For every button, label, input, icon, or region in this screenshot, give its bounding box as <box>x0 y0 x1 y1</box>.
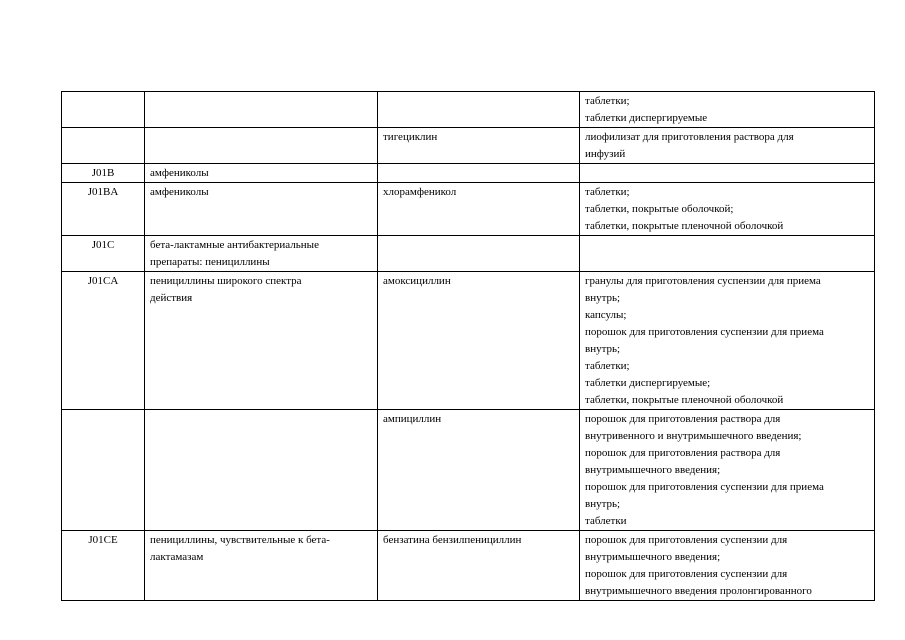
group-name-cell <box>145 410 378 531</box>
atc-code-cell: J01B <box>62 164 145 183</box>
cell-line: внутримышечного введения; <box>585 551 721 563</box>
cell-line: хлорамфеникол <box>383 186 457 198</box>
cell-line: внутрь; <box>585 343 621 355</box>
drug-name-cell <box>378 92 580 128</box>
cell-line: таблетки диспергируемые; <box>585 377 711 389</box>
drug-name-cell <box>378 410 580 531</box>
table-row <box>62 128 875 164</box>
cell-line: капсулы; <box>585 309 627 321</box>
cell-line: действия <box>150 292 193 304</box>
cell-line: ампициллин <box>383 413 442 425</box>
cell-line: таблетки <box>585 515 627 527</box>
cell-line: внутрь; <box>585 292 621 304</box>
cell-line: таблетки; <box>585 95 630 107</box>
cell-line: инфузий <box>585 148 626 160</box>
cell-line: таблетки; <box>585 360 630 372</box>
cell-line: тигециклин <box>383 131 438 143</box>
table-row <box>62 531 875 601</box>
cell-line: внутривенного и внутримышечного введения; <box>585 430 802 442</box>
atc-code-cell <box>62 410 145 531</box>
cell-line: гранулы для приготовления суспензии для приема <box>585 275 821 287</box>
group-name-cell <box>145 531 378 601</box>
dosage-forms-cell <box>580 92 875 128</box>
table-row <box>62 92 875 128</box>
cell-line: порошок для приготовления суспензии для <box>585 534 788 546</box>
dosage-forms-cell <box>580 164 875 183</box>
cell-line: амфениколы <box>150 186 209 198</box>
cell-line: таблетки, покрытые пленочной оболочкой <box>585 394 784 406</box>
cell-line: порошок для приготовления суспензии для приема <box>585 326 824 338</box>
atc-code-cell: J01C <box>62 236 145 272</box>
table-row <box>62 410 875 531</box>
dosage-forms-cell <box>580 128 875 164</box>
table-row <box>62 183 875 236</box>
drug-table <box>61 91 875 601</box>
dosage-forms-cell <box>580 183 875 236</box>
cell-line: лиофилизат для приготовления раствора для <box>585 131 794 143</box>
group-name-cell <box>145 92 378 128</box>
atc-code-cell <box>62 92 145 128</box>
cell-line: внутримышечного введения пролонгированного <box>585 585 812 597</box>
dosage-forms-cell <box>580 531 875 601</box>
cell-line: внутрь; <box>585 498 621 510</box>
table-row <box>62 272 875 410</box>
cell-line: амфениколы <box>150 167 209 179</box>
drug-name-cell <box>378 183 580 236</box>
group-name-cell <box>145 236 378 272</box>
drug-name-cell <box>378 531 580 601</box>
drug-name-cell <box>378 128 580 164</box>
cell-line: амоксициллин <box>383 275 451 287</box>
atc-code-cell: J01BA <box>62 183 145 236</box>
group-name-cell <box>145 272 378 410</box>
cell-line: порошок для приготовления суспензии для приема <box>585 481 824 493</box>
cell-line: пенициллины, чувствительные к бета- <box>150 534 330 546</box>
drug-name-cell <box>378 236 580 272</box>
drug-name-cell <box>378 272 580 410</box>
cell-line: таблетки диспергируемые <box>585 112 708 124</box>
atc-code-cell <box>62 128 145 164</box>
group-name-cell <box>145 183 378 236</box>
drug-name-cell <box>378 164 580 183</box>
dosage-forms-cell <box>580 236 875 272</box>
cell-line: лактамазам <box>150 551 204 563</box>
cell-line: порошок для приготовления раствора для <box>585 413 781 425</box>
group-name-cell <box>145 164 378 183</box>
atc-code-cell: J01CA <box>62 272 145 410</box>
cell-line: препараты: пенициллины <box>150 256 270 268</box>
group-name-cell <box>145 128 378 164</box>
cell-line: таблетки; <box>585 186 630 198</box>
cell-line: пенициллины широкого спектра <box>150 275 302 287</box>
cell-line: внутримышечного введения; <box>585 464 721 476</box>
dosage-forms-cell <box>580 410 875 531</box>
table-row <box>62 164 875 183</box>
dosage-forms-cell <box>580 272 875 410</box>
cell-line: бензатина бензилпенициллин <box>383 534 522 546</box>
cell-line: таблетки, покрытые оболочкой; <box>585 203 734 215</box>
cell-line: бета-лактамные антибактериальные <box>150 239 319 251</box>
table-row <box>62 236 875 272</box>
cell-line: порошок для приготовления суспензии для <box>585 568 788 580</box>
table-body <box>62 92 875 601</box>
cell-line: таблетки, покрытые пленочной оболочкой <box>585 220 784 232</box>
cell-line: порошок для приготовления раствора для <box>585 447 781 459</box>
atc-code-cell: J01CE <box>62 531 145 601</box>
